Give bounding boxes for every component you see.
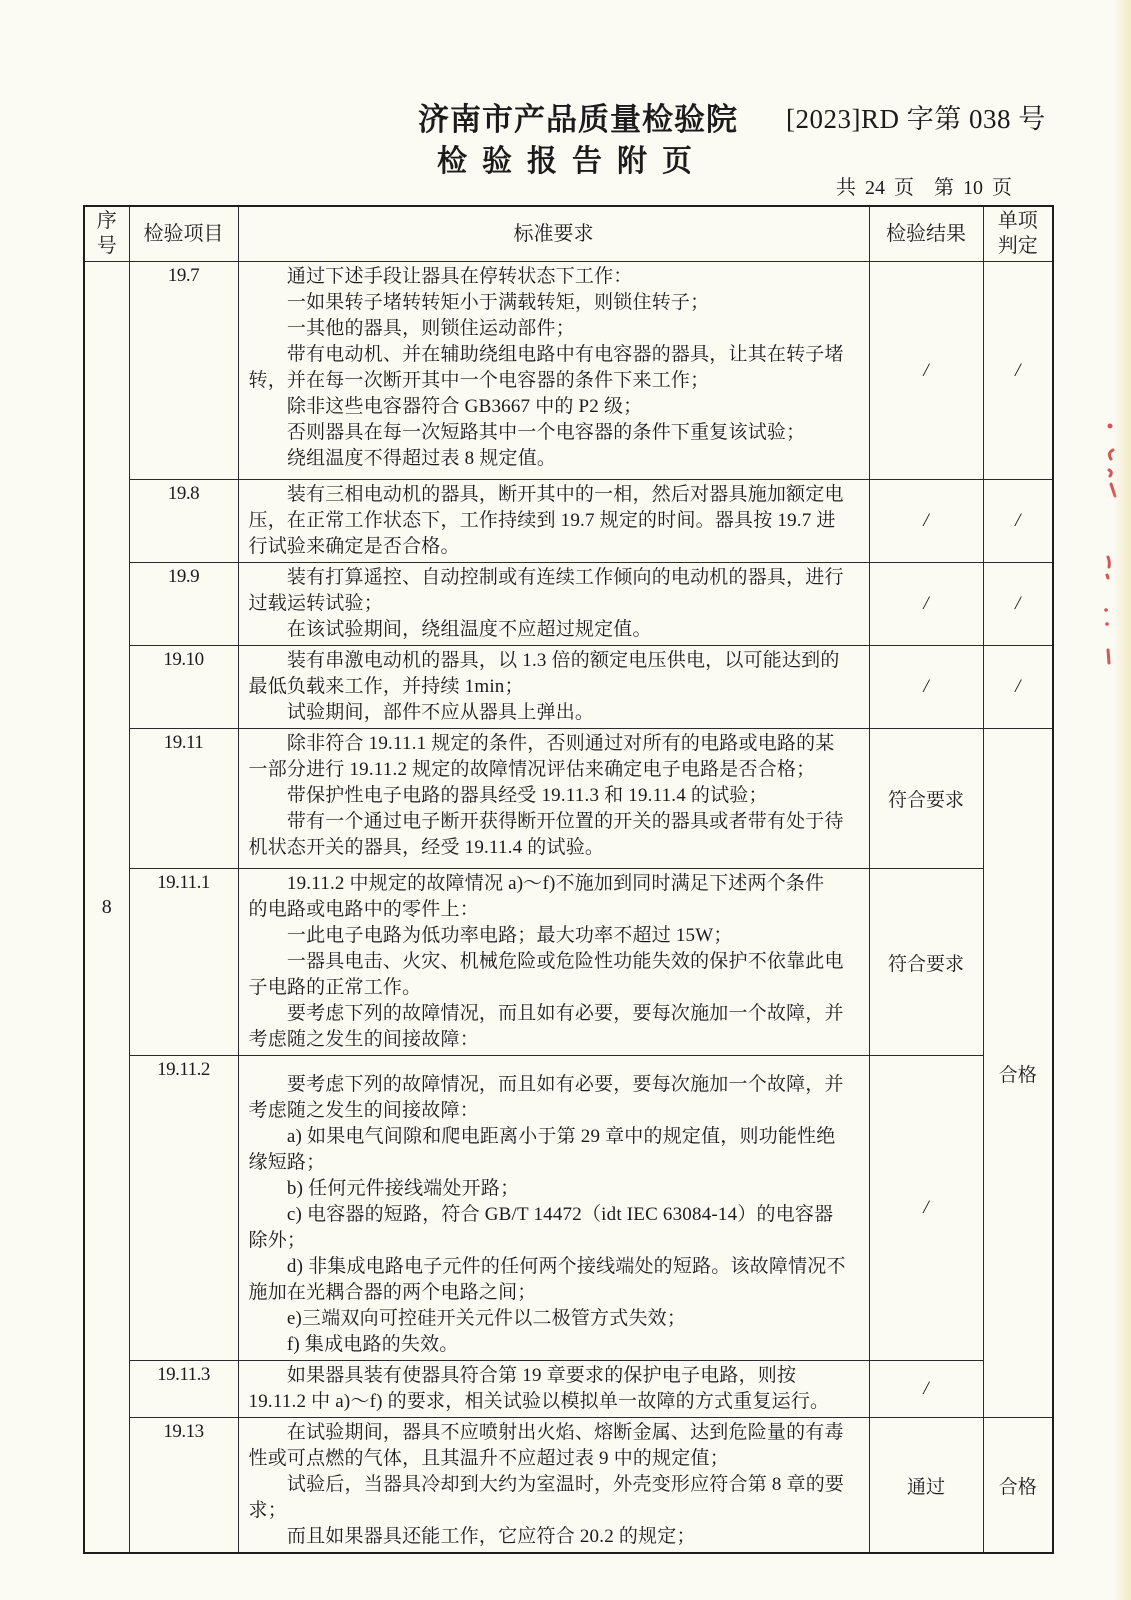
item-cell: 19.13 — [129, 1418, 238, 1554]
red-annotation-marks — [1096, 412, 1124, 712]
standard-text-line: 考虑随之发生的间接故障： — [248, 1029, 479, 1050]
standard-text-line: b) 任何元件接线端处开路； — [248, 1178, 520, 1199]
table-row — [84, 1056, 1053, 1361]
standard-cell — [238, 480, 869, 563]
standard-text-line: c) 电容器的短路，符合 GB/T 14472（idt IEC 63084-14）的电容器 — [248, 1204, 834, 1225]
table-row — [84, 262, 1053, 480]
standard-text-line: 除非符合 19.11.1 规定的条件，否则通过对所有的电路或电路的某 — [248, 733, 835, 754]
col-header-result: 检验结果 — [869, 206, 983, 262]
verdict-cell: / — [983, 262, 1053, 480]
standard-cell — [238, 869, 869, 1056]
col-header-verdict: 单项判定 — [983, 206, 1053, 262]
verdict-cell: / — [983, 563, 1053, 646]
verdict-cell: / — [983, 646, 1053, 729]
result-cell: 通过 — [869, 1418, 983, 1554]
standard-text-line: 装有三相电动机的器具，断开其中的一相，然后对器具施加额定电 — [248, 484, 844, 505]
standard-text-line: 装有串激电动机的器具，以 1.3 倍的额定电压供电，以可能达到的 — [248, 650, 840, 671]
col-header-standard: 标准要求 — [238, 206, 869, 262]
standard-text-line: 一如果转子堵转转矩小于满载转矩，则锁住转子； — [248, 292, 710, 313]
standard-text-line: 转，并在每一次断开其中一个电容器的条件下来工作； — [248, 370, 710, 391]
item-cell: 19.11.3 — [129, 1361, 238, 1418]
standard-text-line: 子电路的正常工作。 — [248, 977, 422, 998]
standard-text-line: 缘短路； — [248, 1152, 326, 1173]
standard-text-line: 带保护性电子电路的器具经受 19.11.3 和 19.11.4 的试验； — [248, 785, 768, 806]
verdict-cell: 合格 — [983, 729, 1053, 1418]
page-info: 共 24 页 第 10 页 — [836, 177, 1012, 199]
standard-text-line: 要考虑下列的故障情况，而且如有必要，要每次施加一个故障，并 — [248, 1074, 844, 1095]
result-cell: / — [869, 480, 983, 563]
standard-text-line: 最低负载来工作，并持续 1min； — [248, 676, 524, 697]
result-cell: 符合要求 — [869, 869, 983, 1056]
standard-text-line: 一此电子电路为低功率电路；最大功率不超过 15W； — [248, 925, 733, 946]
item-cell: 19.9 — [129, 563, 238, 646]
standard-text-line: 在该试验期间，绕组温度不应超过规定值。 — [248, 619, 652, 640]
standard-text-line: 求； — [248, 1500, 287, 1521]
standard-text-line: f) 集成电路的失效。 — [248, 1334, 459, 1355]
standard-cell — [238, 262, 869, 480]
result-cell: 符合要求 — [869, 729, 983, 869]
standard-text-line: 试验期间，部件不应从器具上弹出。 — [248, 702, 595, 723]
table-row — [84, 1418, 1053, 1554]
col-header-seq: 序号 — [84, 206, 129, 262]
standard-text-line: 要考虑下列的故障情况，而且如有必要，要每次施加一个故障，并 — [248, 1003, 844, 1024]
standard-text-line: 除非这些电容器符合 GB3667 中的 P2 级； — [248, 396, 643, 417]
result-cell: / — [869, 646, 983, 729]
verdict-cell: / — [983, 480, 1053, 563]
standard-text-line: 一其他的器具，则锁住运动部件； — [248, 318, 575, 339]
standard-text-line: 19.11.2 中规定的故障情况 a)～f)不施加到同时满足下述两个条件 — [248, 873, 825, 894]
standard-cell — [238, 729, 869, 869]
result-cell: / — [869, 1056, 983, 1361]
standard-text-line: d) 非集成电路电子元件的任何两个接线端处的短路。该故障情况不 — [248, 1256, 846, 1277]
table-row — [84, 1361, 1053, 1418]
standard-text-line: 如果器具装有使器具符合第 19 章要求的保护电子电路，则按 — [248, 1365, 797, 1386]
standard-text-line: 19.11.2 中 a)～f) 的要求，相关试验以模拟单一故障的方式重复运行。 — [248, 1391, 830, 1412]
standard-text-line: 一部分进行 19.11.2 规定的故障情况评估来确定电子电路是否合格； — [248, 759, 816, 780]
standard-text-line: 机状态开关的器具，经受 19.11.4 的试验。 — [248, 837, 605, 858]
standard-cell — [238, 563, 869, 646]
result-cell: / — [869, 262, 983, 480]
standard-text-line: 通过下述手段让器具在停转状态下工作： — [248, 266, 633, 287]
standard-text-line: 除外； — [248, 1230, 307, 1251]
scan-edge-tint — [1113, 0, 1131, 1600]
table-header-row — [84, 206, 1053, 262]
standard-cell — [238, 1418, 869, 1554]
table-row — [84, 480, 1053, 563]
standard-cell — [238, 1056, 869, 1361]
standard-text-line: 绕组温度不得超过表 8 规定值。 — [248, 448, 557, 469]
item-cell: 19.11.2 — [129, 1056, 238, 1361]
verdict-cell: 合格 — [983, 1418, 1053, 1554]
standard-text-line: 施加在光耦合器的两个电路之间； — [248, 1282, 537, 1303]
table-row — [84, 869, 1053, 1056]
standard-text-line: 而且如果器具还能工作，它应符合 20.2 的规定； — [248, 1526, 696, 1547]
item-cell: 19.11 — [129, 729, 238, 869]
standard-text-line: 考虑随之发生的间接故障： — [248, 1100, 479, 1121]
standard-text-line: a) 如果电气间隙和爬电距离小于第 29 章中的规定值，则功能性绝 — [248, 1126, 836, 1147]
standard-text-line: 装有打算遥控、自动控制或有连续工作倾向的电动机的器具，进行 — [248, 567, 844, 588]
col-header-item: 检验项目 — [129, 206, 238, 262]
standard-text-line: 性或可点燃的气体，且其温升不应超过表 9 中的规定值； — [248, 1448, 729, 1469]
item-cell: 19.11.1 — [129, 869, 238, 1056]
org-name: 济南市产品质量检验院 — [418, 102, 738, 137]
standard-text-line: 一器具电击、火灾、机械危险或危险性功能失效的保护不依靠此电 — [248, 951, 844, 972]
standard-text-line: e)三端双向可控硅开关元件以二极管方式失效； — [248, 1308, 687, 1329]
standard-text-line — [249, 1058, 859, 1072]
table-row — [84, 563, 1053, 646]
item-cell: 19.7 — [129, 262, 238, 480]
standard-cell — [238, 646, 869, 729]
page-title: 检验报告附页 — [437, 145, 707, 178]
standard-text-line: 否则器具在每一次短路其中一个电容器的条件下重复该试验； — [248, 422, 806, 443]
item-cell: 19.10 — [129, 646, 238, 729]
inspection-table — [83, 205, 1054, 1554]
result-cell: / — [869, 1361, 983, 1418]
table-row — [84, 646, 1053, 729]
seq-cell: 8 — [84, 262, 129, 1554]
result-cell: / — [869, 563, 983, 646]
doc-number: [2023]RD 字第 038 号 — [786, 104, 1046, 134]
standard-text-line: 带有一个通过电子断开获得断开位置的开关的器具或者带有处于待 — [248, 811, 844, 832]
table-row — [84, 729, 1053, 869]
standard-text-line: 在试验期间，器具不应喷射出火焰、熔断金属、达到危险量的有毒 — [248, 1422, 844, 1443]
standard-text-line: 的电路或电路中的零件上： — [248, 899, 479, 920]
standard-text-line: 压，在正常工作状态下，工作持续到 19.7 规定的时间。器具按 19.7 进 — [248, 510, 836, 531]
standard-cell — [238, 1361, 869, 1418]
standard-text-line: 行试验来确定是否合格。 — [248, 536, 460, 557]
standard-text-line: 过载运转试验； — [248, 593, 383, 614]
item-cell: 19.8 — [129, 480, 238, 563]
standard-text-line: 试验后，当器具冷却到大约为室温时，外壳变形应符合第 8 章的要 — [248, 1474, 845, 1495]
standard-text-line: 带有电动机、并在辅助绕组电路中有电容器的器具，让其在转子堵 — [248, 344, 844, 365]
